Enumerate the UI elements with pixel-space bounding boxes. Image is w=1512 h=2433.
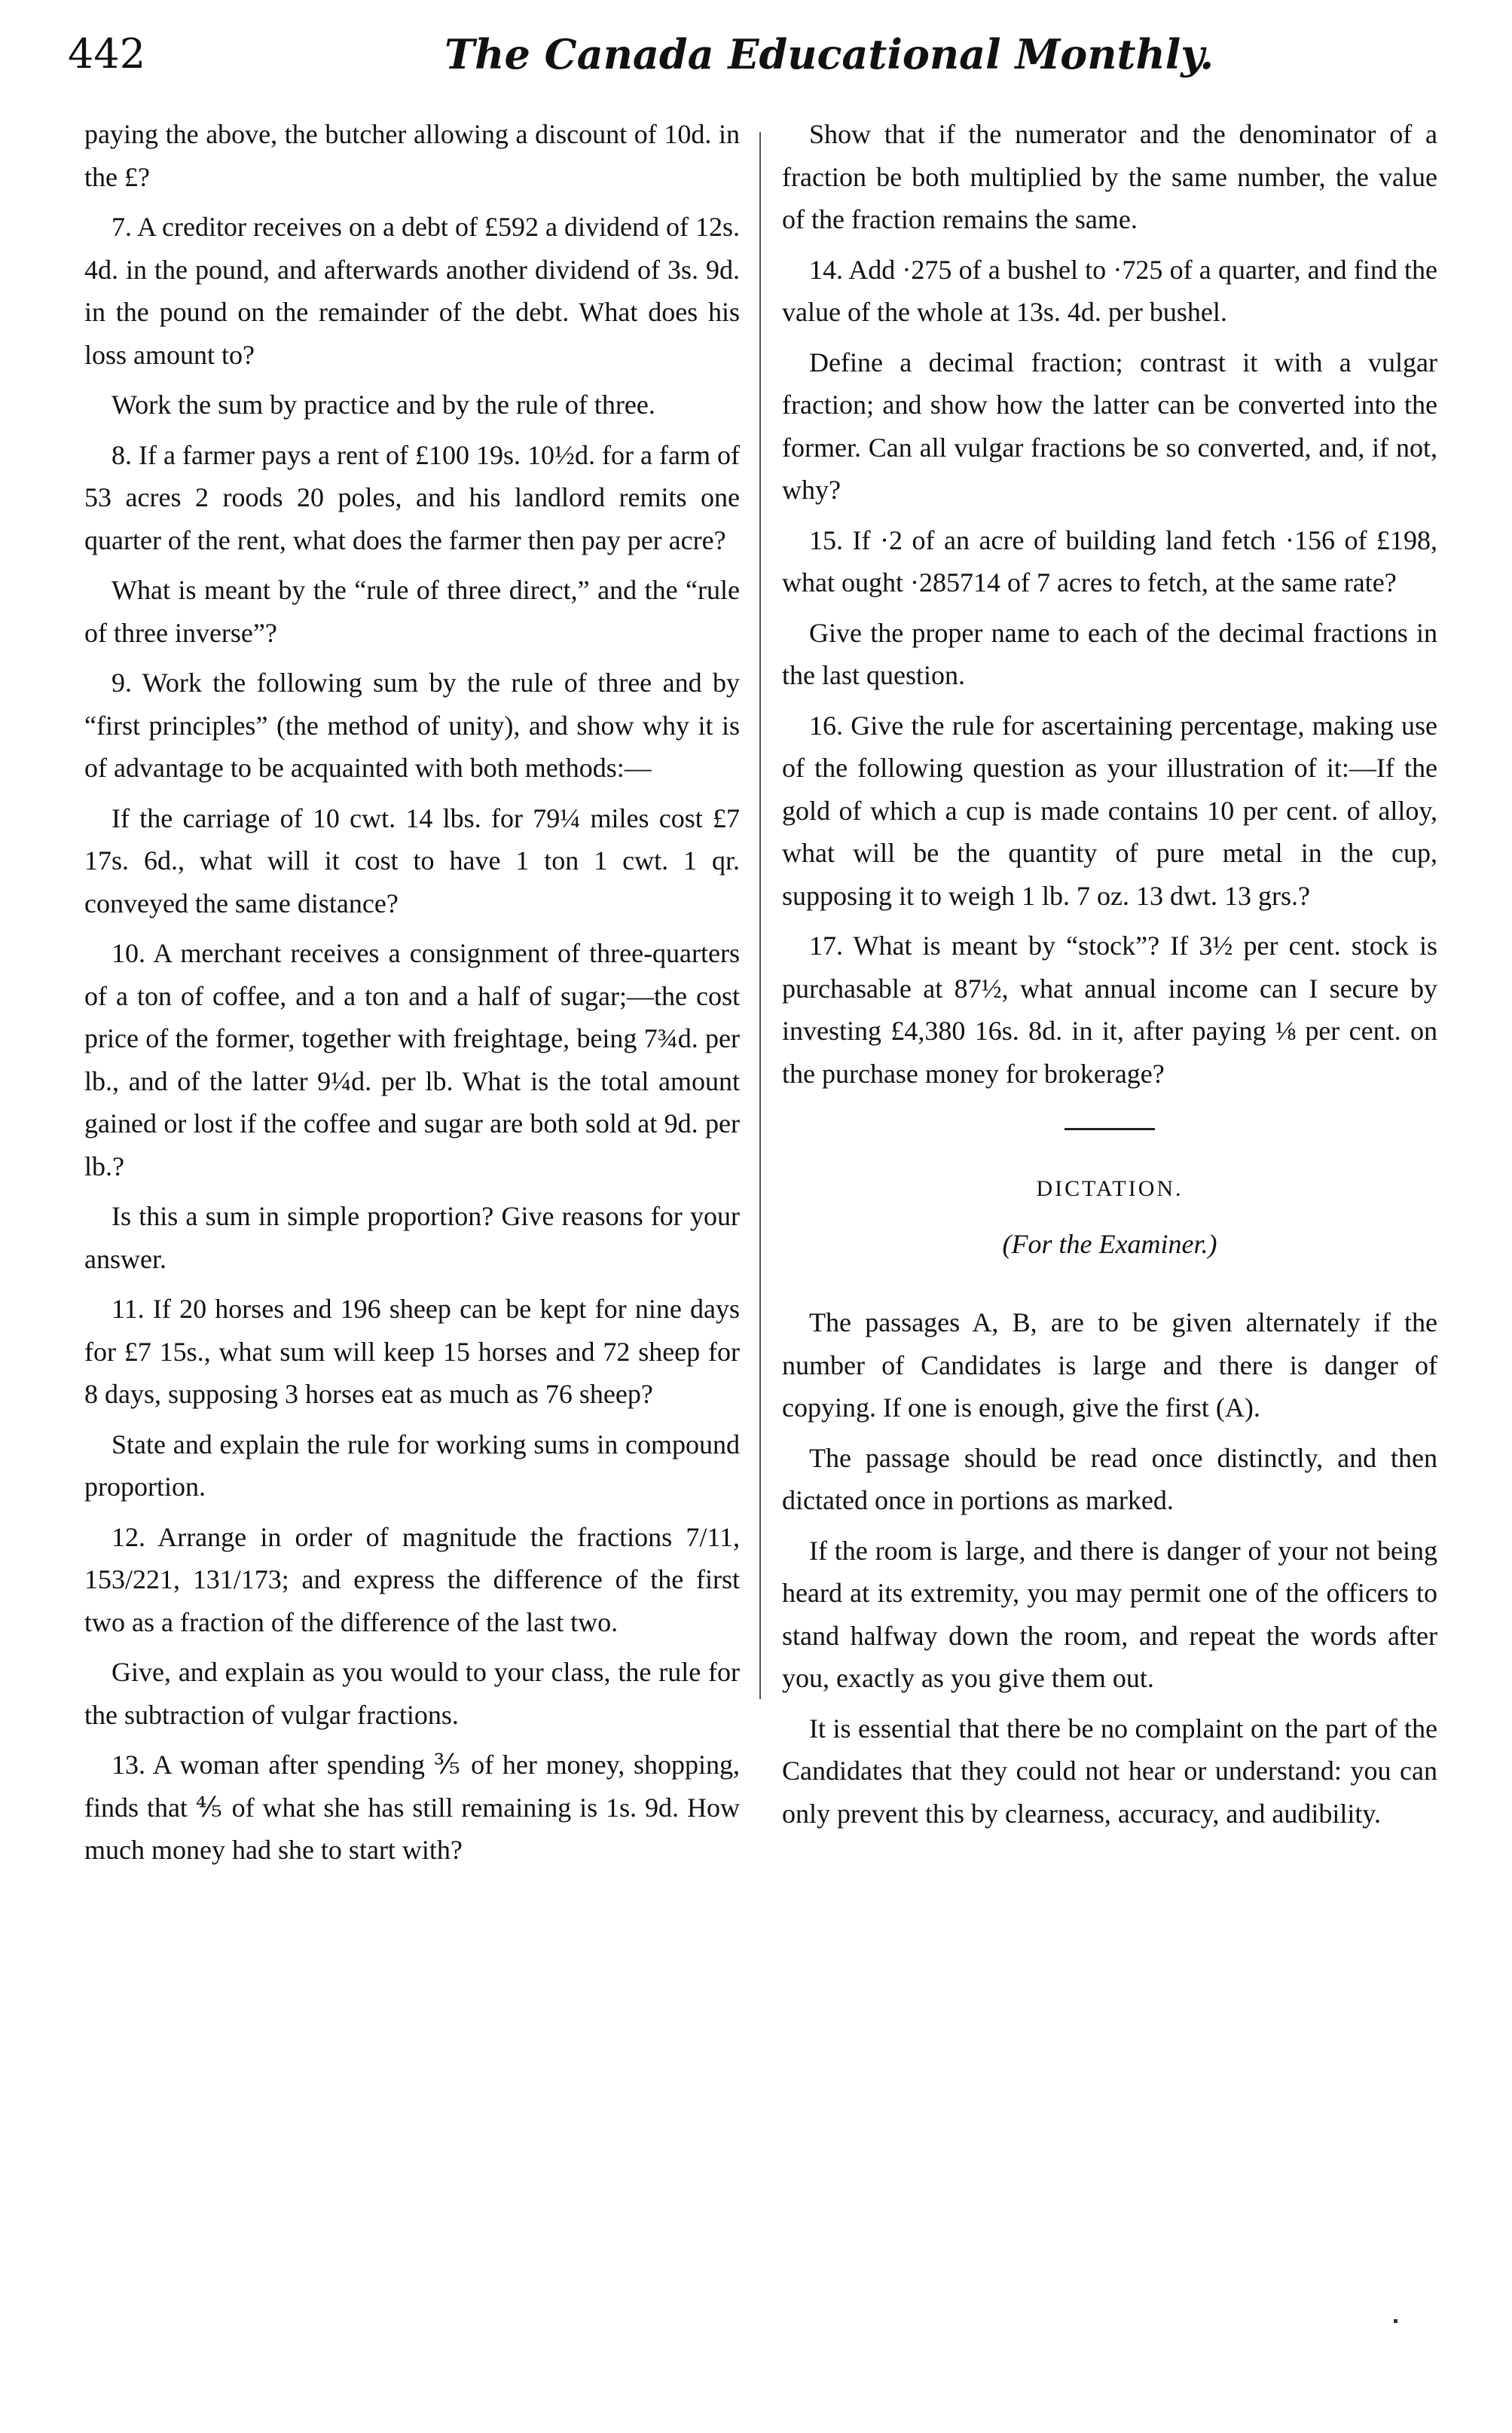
running-title: The Canada Educational Monthly. bbox=[444, 30, 1214, 78]
section-divider bbox=[1065, 1128, 1155, 1130]
question-8: 8. If a farmer pays a rent of £100 19s. 10½d. for a farm of 53 acres 2 roods 20 poles, and his landlord remits one quarter of the rent, what does the farmer then pay per acre? bbox=[84, 439, 740, 555]
dictation-heading: DICTATION. bbox=[1036, 1176, 1184, 1201]
paragraph: Show that if the numerator and the denominator of a fraction be both multiplied by the same number, the value of the fraction remains the same. bbox=[782, 119, 1437, 234]
left-column bbox=[84, 113, 740, 1879]
dictation-paragraph: The passages A, B, are to be given alternately if the number of Candidates is large and there is danger of copying. If one is enough, give the first (A). bbox=[782, 1307, 1437, 1423]
dictation-paragraph: It is essential that there be no complaint on the part of the Candidates that they could not hear or understand: you can only prevent this by clearness, accuracy, and audibility. bbox=[782, 1713, 1437, 1829]
question-12: 12. Arrange in order of magnitude the fractions 7/11, 153/221, 131/173; and express the difference of the first two as a fraction of the difference of the last two. bbox=[84, 1521, 740, 1637]
page-header bbox=[68, 30, 1499, 90]
ink-speck bbox=[1394, 2319, 1397, 2323]
question-10: 10. A merchant receives a consignment of three-quarters of a ton of coffee, and a ton and a half of sugar;—the cost price of the former, together with freightage, being 7¾d. per lb., and of the latter 9¼d. per lb. What is the total amount gained or lost if the coffee and sugar are both sold at 9d. per lb.? bbox=[84, 938, 740, 1181]
paragraph: Define a decimal fraction; contrast it with a vulgar fraction; and show how the latter can be converted into the former. Can all vulgar fractions be so converted, and, if not, why? bbox=[782, 347, 1437, 505]
paragraph: If the carriage of 10 cwt. 14 lbs. for 79¼ miles cost £7 17s. 6d., what will it cost to have 1 ton 1 cwt. 1 qr. conveyed the same distance? bbox=[84, 802, 740, 918]
dictation-subheading: (For the Examiner.) bbox=[1002, 1228, 1217, 1259]
paragraph: What is meant by the “rule of three direct,” and the “rule of three inverse”? bbox=[84, 575, 740, 648]
paragraph: Give the proper name to each of the decimal fractions in the last question. bbox=[782, 617, 1437, 690]
right-column bbox=[782, 113, 1437, 1842]
question-16: 16. Give the rule for ascertaining percentage, making use of the following question as your illustration of it:—If the gold of which a cup is made contains 10 per cent. of alloy, what will be the quantity of pure metal in the cup, supposing it to weigh 1 lb. 7 oz. 13 dwt. 13 grs.? bbox=[782, 710, 1437, 911]
question-11: 11. If 20 horses and 196 sheep can be kept for nine days for £7 15s., what sum will keep 15 horses and 72 sheep for 8 days, supposing 3 horses eat as much as 76 sheep? bbox=[84, 1294, 740, 1409]
dictation-paragraph: The passage should be read once distinctly, and then dictated once in portions as marked. bbox=[782, 1442, 1437, 1515]
question-13: 13. A woman after spending ⅗ of her money, shopping, finds that ⅘ of what she has still remaining is 1s. 9d. How much money had she to start with? bbox=[84, 1750, 740, 1865]
question-15: 15. If ·2 of an acre of building land fetch ·156 of £198, what ought ·285714 of 7 acres to fetch, at the same rate? bbox=[782, 524, 1437, 598]
paragraph: Give, and explain as you would to your class, the rule for the subtraction of vulgar fractions. bbox=[84, 1657, 740, 1730]
page-number: 442 bbox=[68, 30, 146, 78]
paragraph: Work the sum by practice and by the rule of three. bbox=[111, 390, 655, 420]
paragraph: Is this a sum in simple proportion? Give reasons for your answer. bbox=[84, 1201, 740, 1274]
question-9: 9. Work the following sum by the rule of three and by “first principles” (the method of unity), and show why it is of advantage to be acquainted with both methods:— bbox=[84, 668, 740, 783]
question-17: 17. What is meant by “stock”? If 3½ per cent. stock is purchasable at 87½, what annual income can I secure by investing £4,380 16s. 8d. in it, after paying ⅛ per cent. on the purchase money for brokerage? bbox=[782, 931, 1437, 1089]
question-14: 14. Add ·275 of a bushel to ·725 of a quarter, and find the value of the whole at 13s. 4d. per bushel. bbox=[782, 254, 1437, 327]
question-7: 7. A creditor receives on a debt of £592 a dividend of 12s. 4d. in the pound, and afterwards another dividend of 3s. 9d. in the pound on the remainder of the debt. What does his loss amount to? bbox=[84, 212, 740, 370]
paragraph: paying the above, the butcher allowing a discount of 10d. in the £? bbox=[84, 119, 740, 192]
column-divider bbox=[759, 132, 761, 1699]
dictation-paragraph: If the room is large, and there is danger of your not being heard at its extremity, you may permit one of the officers to stand halfway down the room, and repeat the words after you, exactly as you give them out. bbox=[782, 1535, 1437, 1693]
paragraph: State and explain the rule for working sums in compound proportion. bbox=[84, 1429, 740, 1502]
